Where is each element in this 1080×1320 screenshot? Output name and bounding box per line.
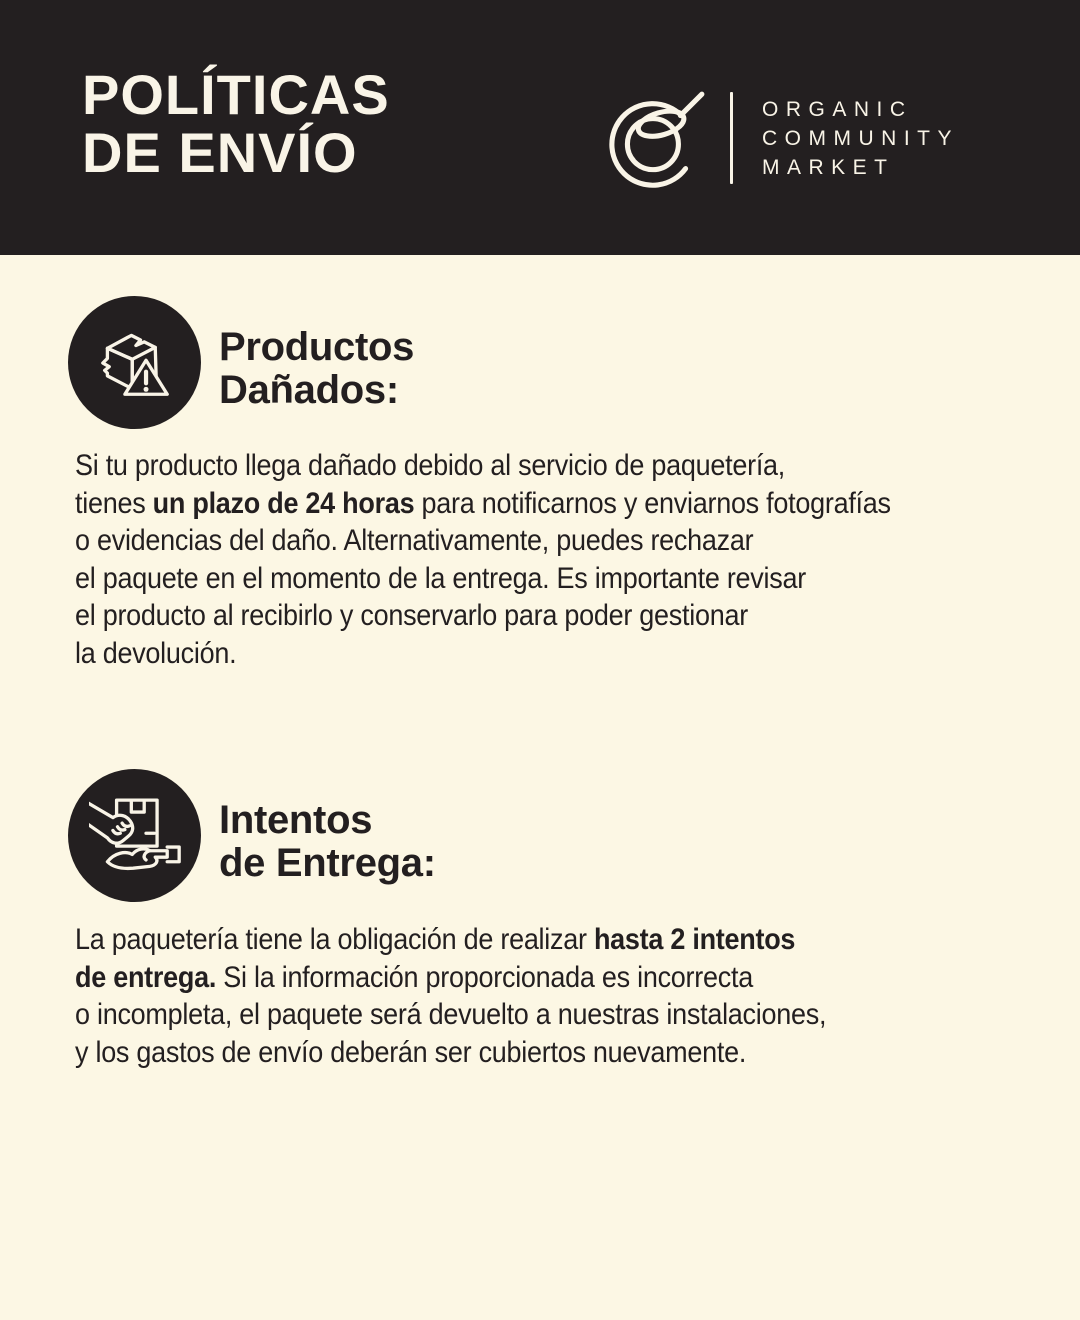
heading-line: de Entrega: <box>219 841 436 885</box>
paragraph-line: o incompleta, el paquete será devuelto a nuestras instalaciones, <box>75 998 827 1031</box>
paragraph-line: el producto al recibirlo y conservarlo para poder gestionar <box>75 599 748 632</box>
brand-name-line-2: COMMUNITY <box>762 126 959 150</box>
hand-delivery-box-icon <box>89 790 181 882</box>
paragraph-line: la devolución. <box>75 636 237 670</box>
section-damaged-products-heading <box>219 326 414 412</box>
paragraph-line: Si tu producto llega dañado debido al servicio de paquetería, <box>75 449 786 482</box>
brand-name-line-3: MARKET <box>762 155 895 179</box>
oc-monogram-icon <box>606 87 708 189</box>
section-delivery-attempts-paragraph <box>75 921 826 1071</box>
paragraph-line: o evidencias del daño. Alternativamente, puedes rechazar <box>75 524 754 557</box>
section-damaged-products-paragraph <box>75 447 891 672</box>
logo-divider <box>730 92 733 184</box>
page-title <box>82 63 390 184</box>
paragraph-line: y los gastos de envío deberán ser cubiertos nuevamente. <box>75 1035 747 1069</box>
page-title-line-1: POLÍTICAS <box>82 63 390 126</box>
brand-name <box>762 95 959 182</box>
section-damaged-products-icon-circle <box>68 296 201 429</box>
paragraph-line: tienes un plazo de 24 horas para notificarnos y enviarnos fotografías <box>75 486 891 520</box>
section-delivery-attempts-heading <box>219 799 436 885</box>
brand-logo <box>606 86 959 190</box>
brand-name-line-1: ORGANIC <box>762 97 913 121</box>
damaged-box-warning-icon <box>89 317 181 409</box>
section-delivery-attempts-icon-circle <box>68 769 201 902</box>
paragraph-line: de entrega. Si la información proporcionada es incorrecta <box>75 960 753 994</box>
heading-line: Intentos <box>219 798 373 842</box>
heading-line: Dañados: <box>219 368 399 412</box>
paragraph-line: La paquetería tiene la obligación de realizar hasta 2 intentos <box>75 923 796 956</box>
page-title-line-2: DE ENVÍO <box>82 121 358 184</box>
header <box>0 0 1080 255</box>
paragraph-line: el paquete en el momento de la entrega. Es importante revisar <box>75 561 806 595</box>
heading-line: Productos <box>219 325 415 369</box>
